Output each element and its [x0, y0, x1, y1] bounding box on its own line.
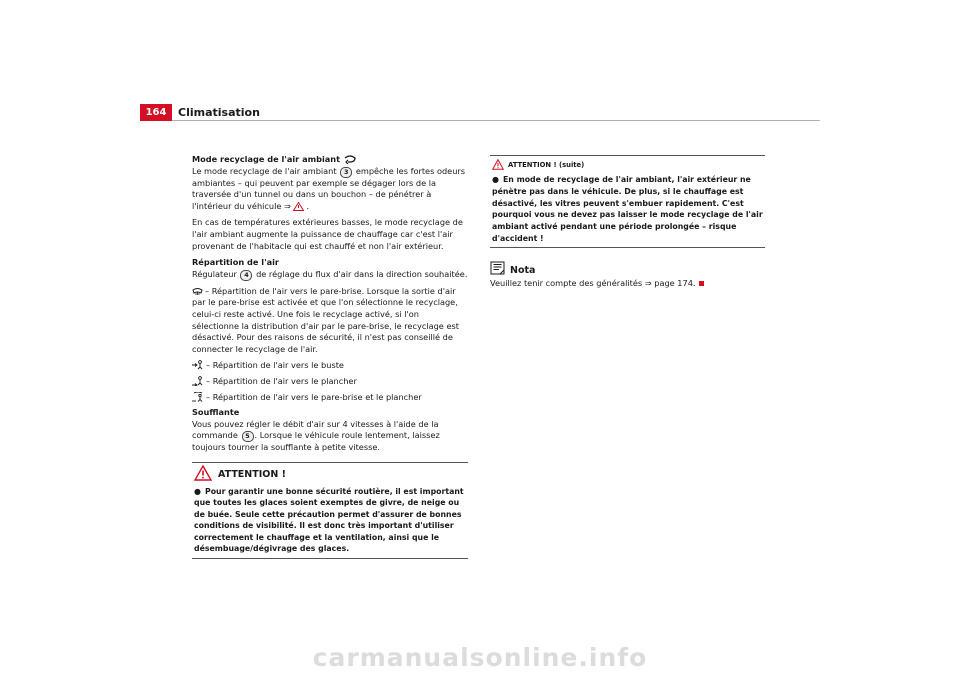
windshield-text: – Répartition de l'air vers le pare-brise. Lorsque la sortie d'air par le pare-brise est activée et que l'on sélectionne le recyclage, celui-ci reste activé. Une fois le recyclage activé, si l'on sélectionne la distribution d'air par le pare-brise, le recyclage est désactivé. Pour des raisons de sécurité, il n'est pas conseillé de connecter le recyclage de l'air. — [192, 285, 459, 354]
attention-continued-title: ATTENTION ! (suite) — [508, 161, 585, 169]
recirculation-icon — [343, 155, 357, 164]
recycle-paragraph-2: En cas de températures extérieures basses, le mode recyclage de l'air ambiant augmente la puissance de chauffage car c'est l'air provenant de l'habitacle qui est chauffé et non l'air extérieur. — [192, 217, 463, 251]
repartition-end: de réglage du flux d'air dans la direction souhaitée. — [256, 268, 468, 279]
warning-triangle-icon — [492, 159, 504, 170]
recycle-p1-middle: empêche les fortes odeurs ambiantes – qui peuvent par exemple se dégager lors de la traversée d'un tunnel ou dans un bouchon – de pénétrer à l'intérieur du véhicule ⇒ — [192, 165, 466, 211]
airflow-chest-icon — [192, 360, 204, 370]
blower-end: . Lorsque le véhicule roule lentement, laissez toujours tourner la soufflante à petite vitesse. — [192, 430, 440, 453]
windshield-icon — [192, 287, 203, 296]
callout-badge-4: 4 — [240, 270, 252, 281]
recycle-p1-end: . — [306, 200, 310, 211]
page-header — [140, 104, 820, 121]
header-rule — [172, 120, 820, 121]
attention-heading — [194, 465, 466, 483]
blower-paragraph — [192, 419, 468, 454]
watermark: carmanualsonline.info — [312, 643, 648, 672]
note-heading — [490, 261, 765, 278]
note-text: Veuillez tenir compte des généralités ⇒ page 174. — [490, 277, 696, 288]
attention-body — [194, 486, 466, 554]
chest-text: – Répartition de l'air vers le buste — [206, 360, 344, 371]
note-title: Nota — [510, 264, 536, 276]
blower-heading: Soufflante — [192, 407, 240, 418]
repartition-heading: Répartition de l'air — [192, 257, 279, 268]
floor-line — [192, 376, 468, 388]
windshield-floor-text: – Répartition de l'air vers le pare-brise et le plancher — [206, 391, 422, 402]
repartition-paragraph — [192, 269, 468, 281]
page-number: 164 — [140, 104, 172, 121]
warning-triangle-icon — [194, 465, 212, 481]
bullet-icon: ● — [194, 486, 201, 496]
blower-start: Vous pouvez régler le débit d'air sur 4 vitesses à l'aide de la commande — [192, 418, 439, 441]
recycle-paragraph-1 — [192, 166, 468, 213]
attention-continued-heading — [492, 158, 765, 172]
attention-text: Pour garantir une bonne sécurité routière, il est important que toutes les glaces soient exemptes de givre, de neige ou de buée. Seule cette précaution permet d'assurer de bonnes conditions de visibilité. Il est donc très important d'utiliser correctement le chauffage et la ventilation, ainsi que le désembuage/dégivrage des glaces. — [194, 486, 464, 553]
attention-continued-body — [492, 174, 765, 245]
note-section — [490, 261, 765, 290]
right-column — [490, 155, 765, 289]
attention-title: ATTENTION ! — [218, 468, 286, 480]
windshield-paragraph — [192, 286, 468, 356]
windshield-floor-line — [192, 392, 468, 404]
airflow-floor-icon — [192, 376, 204, 386]
attention-box — [192, 462, 468, 559]
callout-badge-5: 5 — [242, 431, 254, 442]
repartition-start: Régulateur — [192, 268, 237, 279]
note-body — [490, 278, 765, 290]
chapter-title: Climatisation — [178, 106, 260, 119]
airflow-windshield-floor-icon — [192, 392, 204, 402]
bullet-icon: ● — [492, 175, 499, 184]
recycle-heading-text: Mode recyclage de l'air ambiant — [192, 154, 341, 164]
recycle-p1-start: Le mode recyclage de l'air ambiant — [192, 165, 337, 176]
note-icon — [490, 261, 506, 276]
recycle-heading — [192, 154, 468, 166]
callout-badge-3: 3 — [340, 167, 352, 178]
left-column — [192, 154, 468, 559]
attention-continued-box — [490, 155, 765, 248]
warning-triangle-icon — [293, 202, 304, 211]
attention-continued-text: En mode de recyclage de l'air ambiant, l'air extérieur ne pénètre pas dans le véhicule. De plus, si le chauffage est désactivé, les vitres peuvent s'embuer rapidement. C'est pourquoi vous ne devez pas laisser le mode recyclage de l'air ambiant activé pendant une période prolongée – risque d'accident ! — [492, 175, 763, 243]
end-marker-icon — [699, 281, 704, 286]
chest-line — [192, 360, 468, 372]
floor-text: – Répartition de l'air vers le plancher — [206, 375, 357, 386]
